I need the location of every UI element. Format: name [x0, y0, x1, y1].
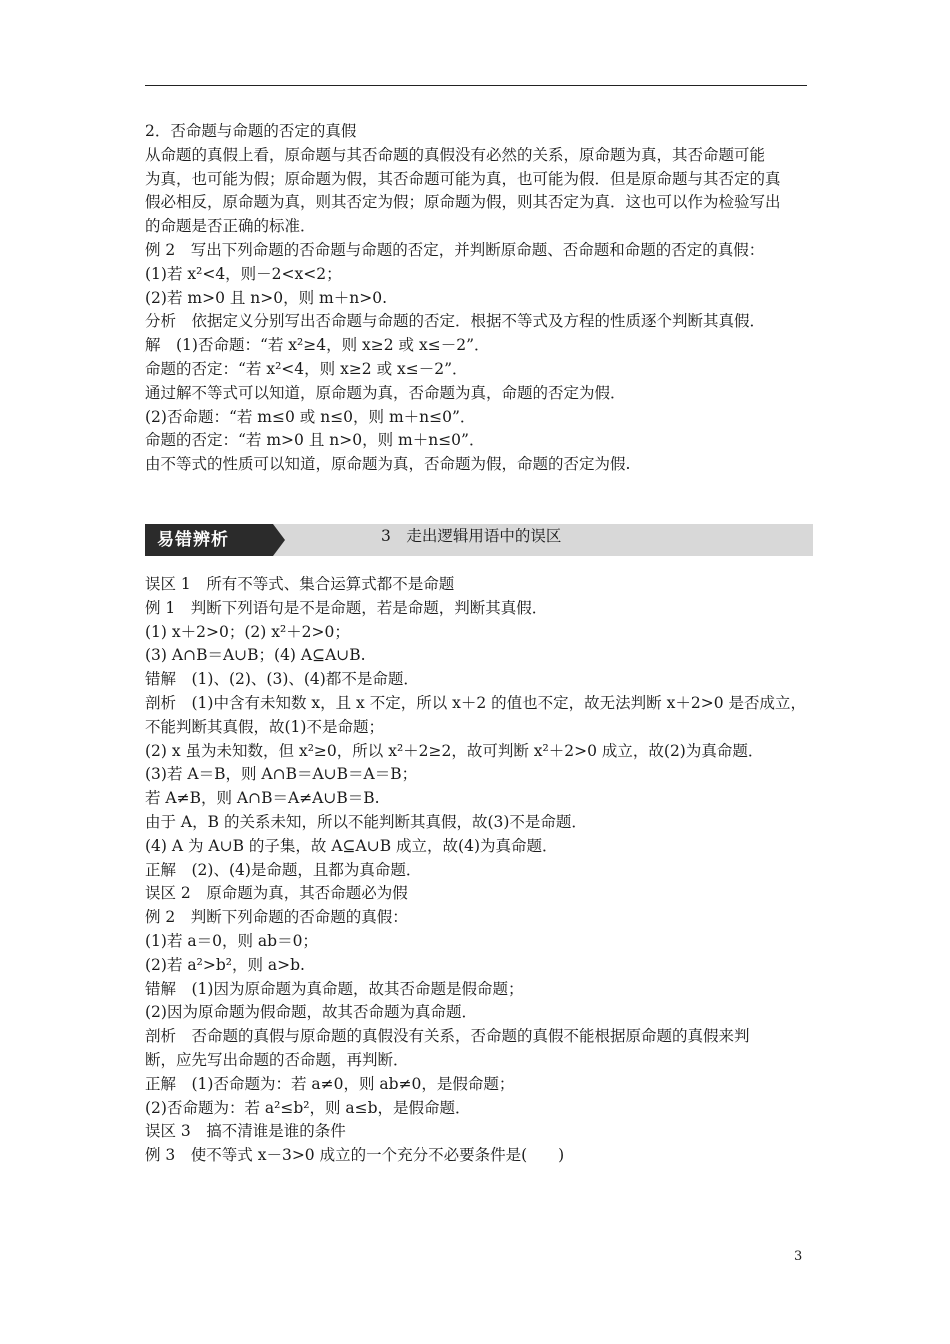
text-line: 例 2 写出下列命题的否命题与命题的否定，并判断原命题、否命题和命题的否定的真假：	[145, 240, 765, 259]
text-line: 误区 1 所有不等式、集合运算式都不是命题	[145, 575, 455, 593]
text-line: 命题的否定：“若 m>0 且 n>0，则 m＋n≤0”．	[145, 431, 485, 450]
text-line: 剖析 否命题的真假与原命题的真假没有关系，否命题的真假不能根据原命题的真假来判	[145, 1027, 750, 1046]
banner-arrow-icon	[273, 524, 285, 556]
section-misconceptions	[145, 573, 815, 1168]
text-line: 通过解不等式可以知道，原命题为真，否命题为真，命题的否定为假．	[145, 383, 626, 402]
text-line: 由于 A，B 的关系未知，所以不能判断其真假，故(3)不是命题．	[145, 812, 587, 831]
text-line: 剖析 (1)中含有未知数 x，且 x 不定，所以 x＋2 的值也不定，故无法判断 x＋2>0 是否成立，	[145, 693, 806, 712]
text-line: 分析 依据定义分别写出否命题与命题的否定．根据不等式及方程的性质逐个判断其真假．	[145, 312, 766, 331]
text-line: 正解 (1)否命题为：若 a≠0，则 ab≠0，是假命题；	[145, 1074, 515, 1093]
text-line: (1)若 a＝0，则 ab＝0；	[145, 931, 318, 950]
text-line: 命题的否定：“若 x²<4，则 x≥2 或 x≤－2”．	[145, 359, 468, 378]
text-line: 从命题的真假上看，原命题与其否命题的真假没有必然的关系，原命题为真，其否命题可能	[145, 145, 766, 164]
text-line: 2．否命题与命题的否定的真假	[145, 122, 357, 140]
section-negation-truth	[145, 120, 815, 477]
text-line: (2)因为原命题为假命题，故其否命题为真命题．	[145, 1003, 477, 1022]
text-line: 不能判断其真假，故(1)不是命题；	[145, 717, 384, 736]
text-line: 错解 (1)、(2)、(3)、(4)都不是命题．	[145, 670, 419, 689]
text-line: (2)若 a²>b²，则 a>b.	[145, 955, 305, 974]
text-line: (1)若 x²<4，则－2<x<2；	[145, 264, 342, 283]
text-line: (2)若 m>0 且 n>0，则 m＋n>0.	[145, 288, 387, 307]
text-line: 误区 2 原命题为真，其否命题必为假	[145, 884, 408, 903]
text-line: 例 1 判断下列语句是不是命题，若是命题，判断其真假．	[145, 598, 548, 617]
header-rule	[145, 85, 807, 86]
text-line: 误区 3 搞不清谁是谁的条件	[145, 1122, 346, 1141]
text-line: (3) A∩B＝A∪B；(4) A⊆A∪B.	[145, 646, 366, 665]
text-line: 的命题是否正确的标准．	[145, 217, 316, 236]
banner-tag: 易错辨析	[145, 524, 273, 556]
text-line: (2)否命题为：若 a²≤b²，则 a≤b，是假命题．	[145, 1098, 471, 1117]
text-line: (3)若 A＝B，则 A∩B＝A∪B＝A＝B；	[145, 765, 418, 784]
text-line: 由不等式的性质可以知道，原命题为真，否命题为假，命题的否定为假.	[145, 455, 631, 474]
text-line: 假必相反，原命题为真，则其否定为假；原命题为假，则其否定为真．这也可以作为检验写出	[145, 193, 781, 212]
banner-title: 3 走出逻辑用语中的误区	[381, 527, 562, 545]
page-number: 3	[794, 1249, 803, 1264]
text-line: 断，应先写出命题的否命题，再判断．	[145, 1050, 409, 1069]
text-line: 正解 (2)、(4)是命题，且都为真命题．	[145, 860, 422, 879]
text-line: 解 (1)否命题：“若 x²≥4，则 x≥2 或 x≤－2”．	[145, 336, 490, 355]
text-line: (2)否命题：“若 m≤0 或 n≤0，则 m＋n≤0”．	[145, 407, 476, 426]
error-analysis-banner	[145, 524, 813, 556]
text-line: (1) x＋2>0；(2) x²＋2>0；	[145, 622, 350, 641]
text-line: (4) A 为 A∪B 的子集，故 A⊆A∪B 成立，故(4)为真命题．	[145, 836, 558, 855]
text-line: 例 3 使不等式 x－3>0 成立的一个充分不必要条件是( )	[145, 1146, 565, 1165]
text-line: 若 A≠B，则 A∩B＝A≠A∪B＝B.	[145, 789, 380, 808]
text-line: (2) x 虽为未知数，但 x²≥0，所以 x²＋2≥2，故可判断 x²＋2>0 成立，故(2)为真命题．	[145, 741, 764, 760]
text-line: 例 2 判断下列命题的否命题的真假：	[145, 908, 408, 927]
text-line: 为真，也可能为假；原命题为假，其否命题可能为真，也可能为假．但是原命题与其否定的真	[145, 169, 781, 188]
text-line: 错解 (1)因为原命题为真命题，故其否命题是假命题；	[145, 979, 524, 998]
